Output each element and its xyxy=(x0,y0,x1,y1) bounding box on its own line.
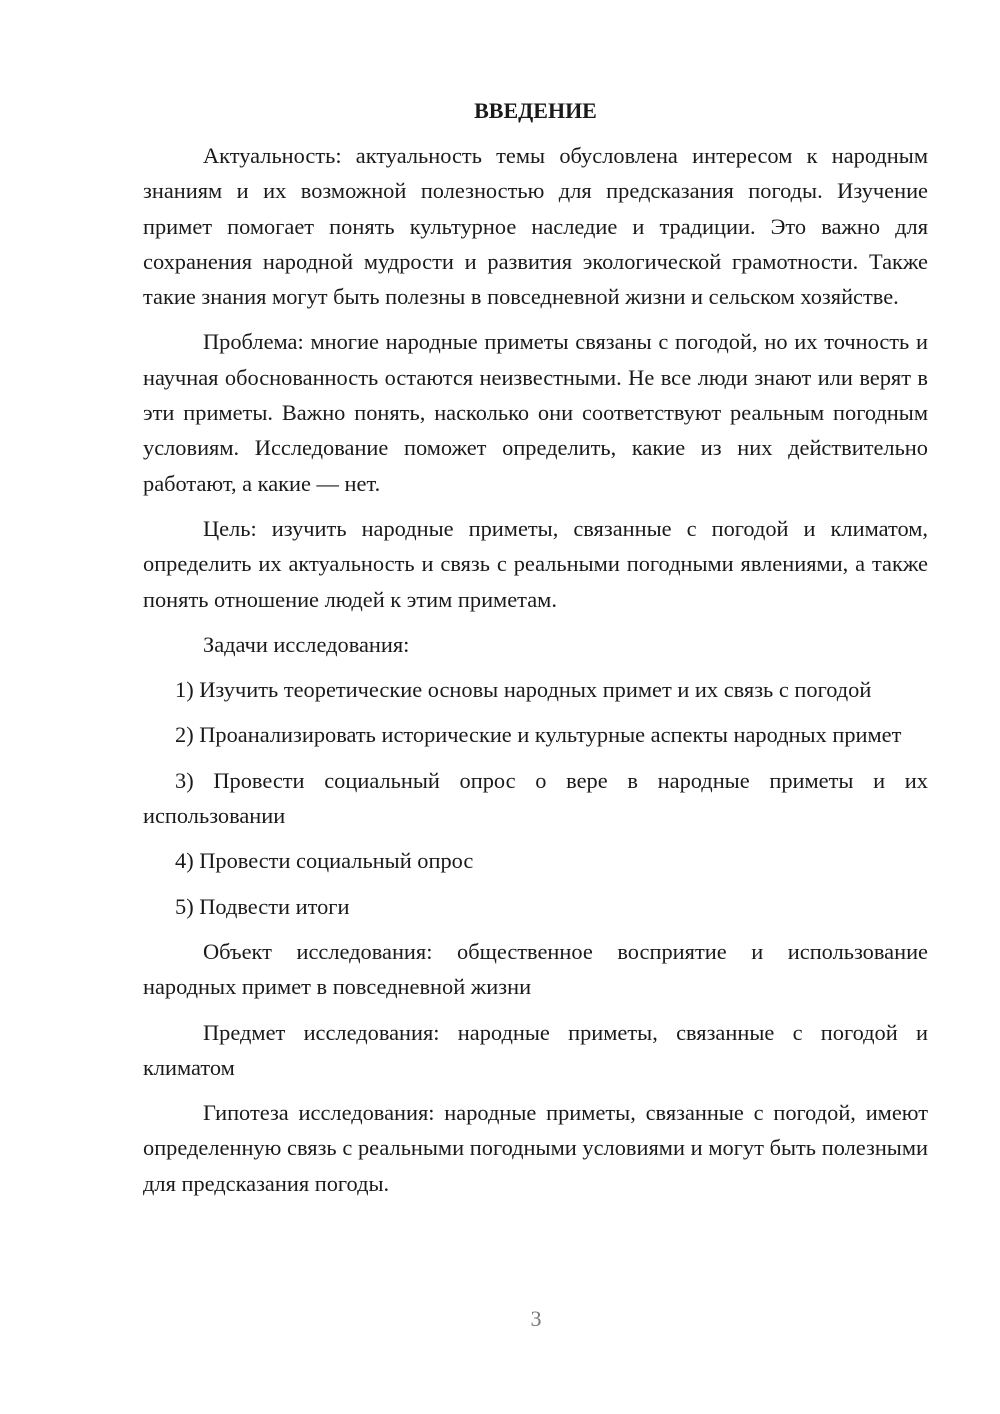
goal-paragraph: Цель: изучить народные приметы, связанные с погодой и климатом, определить их актуальность и связь с реальными погодными явлениями, а также понять отношение людей к этим приметам. xyxy=(143,515,928,612)
relevance-paragraph: Актуальность: актуальность темы обусловлена интересом к народным знаниям и их возможной полезностью для предсказания погоды. Изучение примет помогает понять культурное наследие и традиции. Это важно для сохранения народной мудрости и развития экологической грамотности. Также такие знания могут быть полезны в повседневной жизни и сельском хозяйстве. xyxy=(143,143,928,310)
task-item-5: 5) Подвести итоги xyxy=(175,893,350,919)
object-paragraph: Объект исследования: общественное восприятие и использование народных примет в повседневной жизни xyxy=(143,938,928,1000)
task-item-1: 1) Изучить теоретические основы народных примет и их связь с погодой xyxy=(175,677,872,703)
problem-paragraph: Проблема: многие народные приметы связаны с погодой, но их точность и научная обоснованность остаются неизвестными. Не все люди знают или верят в эти приметы. Важно понять, насколько они соответствуют реальным погодным условиям. Исследование поможет определить, какие из них действительно работают, а какие — нет. xyxy=(143,329,928,496)
subject-paragraph: Предмет исследования: народные приметы, связанные с погодой и климатом xyxy=(143,1019,928,1080)
page-title: ВВЕДЕНИЕ xyxy=(474,98,597,123)
task-item-2: 2) Проанализировать исторические и культурные аспекты народных примет xyxy=(175,722,902,748)
tasks-list xyxy=(143,672,928,924)
page-number: 3 xyxy=(530,1306,542,1331)
tasks-heading: Задачи исследования: xyxy=(203,631,410,657)
task-item-3: 3) Провести социальный опрос о вере в народные приметы и их использовании xyxy=(143,767,928,829)
hypothesis-paragraph: Гипотеза исследования: народные приметы, связанные с погодой, имеют определенную связь с реальными погодными условиями и могут быть полезными для предсказания погоды. xyxy=(143,1100,928,1196)
page-content xyxy=(143,93,928,1211)
task-item-4: 4) Провести социальный опрос xyxy=(175,848,474,874)
